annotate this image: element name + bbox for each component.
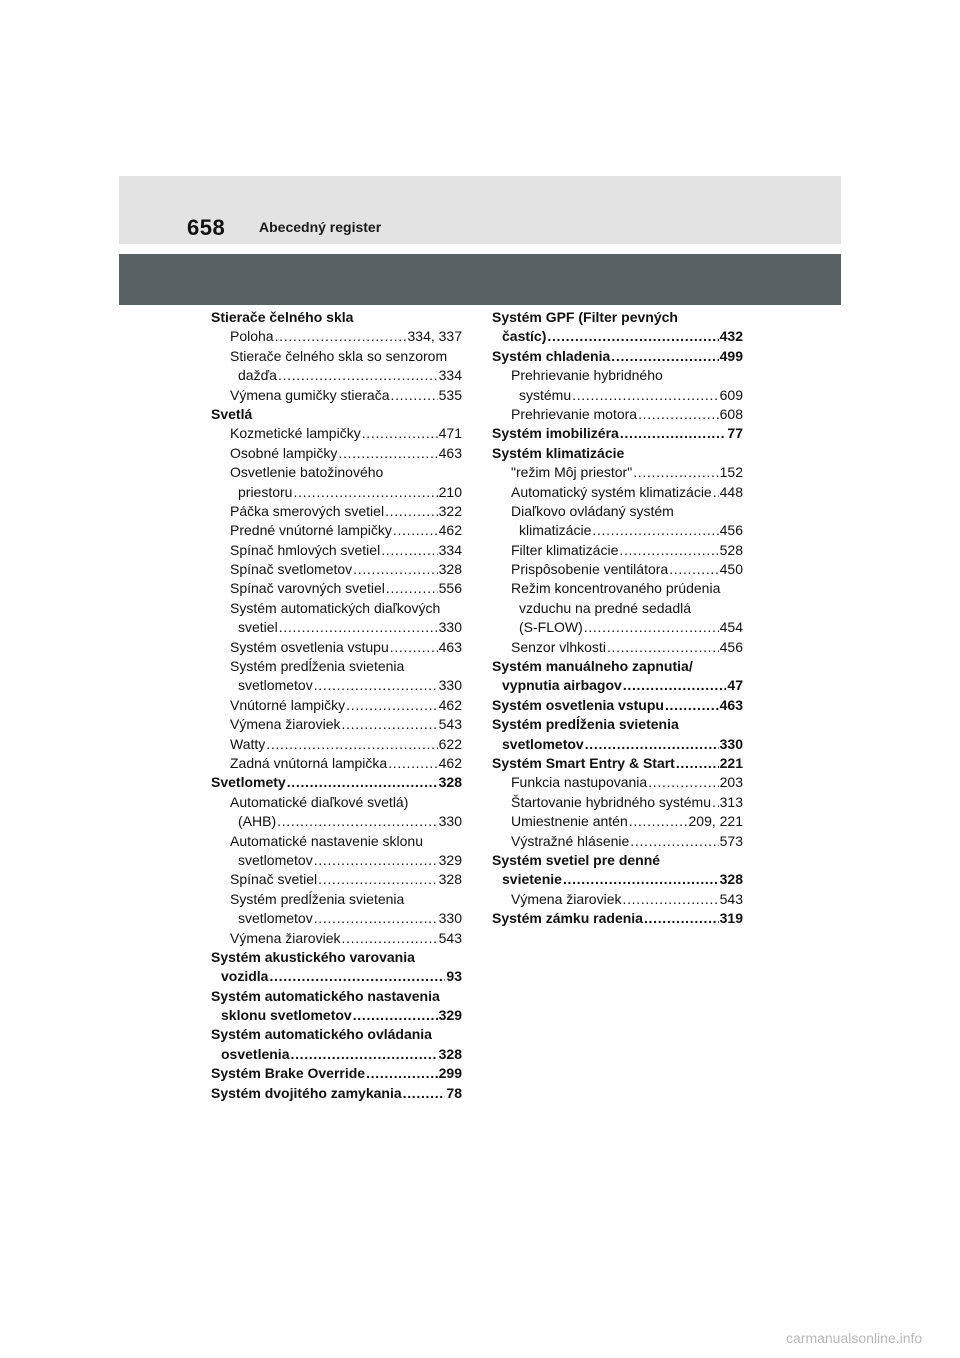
index-entry-text: Systém predĺženia svietenia	[492, 716, 679, 733]
index-entry	[211, 483, 462, 502]
index-entry-page: 334, 337	[407, 328, 462, 345]
index-entry-page: 77	[727, 425, 743, 442]
index-entry-text: Prispôsobenie ventilátora	[511, 561, 669, 578]
dot-leader	[572, 386, 719, 405]
index-entry-text: vozidla	[221, 968, 269, 985]
index-entry-text: Funkcia nastupovania	[511, 774, 648, 791]
index-entry	[492, 773, 743, 792]
index-entry	[211, 1025, 462, 1044]
index-entry-page: 209, 221	[688, 813, 743, 830]
index-entry-text: Výstražné hlásenie	[511, 832, 630, 849]
index-entry-page: 450	[719, 561, 743, 578]
index-entry-text: Stierače čelného skla	[211, 309, 354, 325]
index-entry	[211, 579, 462, 598]
index-entry	[211, 929, 462, 948]
dot-leader	[314, 676, 438, 695]
index-entry-text: Systém predĺženia svietenia	[230, 890, 405, 907]
index-entry	[211, 773, 462, 792]
dot-leader	[275, 327, 407, 346]
index-entry	[211, 793, 462, 812]
index-entry	[211, 1064, 462, 1083]
dot-leader	[391, 386, 438, 405]
index-entry	[211, 890, 462, 909]
index-entry-page: 462	[438, 522, 462, 539]
index-entry	[211, 405, 462, 424]
index-entry	[211, 347, 462, 366]
index-entry	[211, 987, 462, 1006]
dot-leader	[353, 560, 437, 579]
dot-leader	[362, 424, 438, 443]
index-entry-text: Prehrievanie motora	[511, 405, 638, 422]
index-entry-text: Automatické nastavenie sklonu	[230, 832, 423, 849]
index-entry	[211, 463, 462, 482]
index-entry-page: 456	[719, 522, 743, 539]
index-entry	[492, 696, 743, 715]
index-column-left	[211, 308, 462, 1103]
index-entry-page: 608	[719, 405, 743, 422]
index-entry	[492, 812, 743, 831]
index-entry-text: Predné vnútorné lampičky	[230, 522, 392, 539]
index-entry	[211, 967, 462, 986]
index-entry	[211, 735, 462, 754]
dot-leader	[338, 444, 437, 463]
index-entry-page: 313	[719, 793, 743, 810]
index-entry-text: Systém Brake Override	[211, 1065, 366, 1082]
page-number: 658	[187, 215, 226, 240]
index-entry-text: Svetlomety	[211, 774, 286, 791]
index-entry-text: Systém dvojitého zamykania	[211, 1084, 402, 1101]
dot-leader	[314, 909, 438, 928]
index-entry-text: Umiestnenie antén	[511, 813, 628, 830]
dot-leader	[585, 735, 719, 754]
index-entry-text: (AHB)	[238, 813, 277, 830]
index-entry	[492, 676, 743, 695]
index-entry	[211, 599, 462, 618]
dot-leader	[713, 483, 719, 502]
index-entry-text: (S-FLOW)	[519, 619, 583, 636]
index-entry-text: Výmena gumičky stierača	[230, 386, 390, 403]
index-entry-text: Kozmetické lampičky	[230, 425, 361, 442]
index-entry	[492, 618, 743, 637]
dot-leader	[346, 696, 437, 715]
index-entry-page: 448	[719, 483, 743, 500]
index-entry-text: Páčka smerových svetiel	[230, 502, 385, 519]
index-entry	[211, 424, 462, 443]
dot-leader	[269, 967, 445, 986]
index-entry-page: 463	[438, 444, 462, 461]
index-entry-text: sklonu svetlometov	[221, 1007, 352, 1024]
index-entry-text: Systém automatického ovládania	[211, 1026, 432, 1043]
index-entry-page: 328	[438, 561, 462, 578]
index-entry-text: Systém manuálneho zapnutia/	[492, 658, 693, 675]
index-entry-page: 334	[438, 541, 462, 558]
index-entry	[492, 657, 743, 676]
index-entry	[211, 832, 462, 851]
index-entry-page: 93	[446, 968, 462, 985]
index-entry	[492, 754, 743, 773]
index-entry	[492, 599, 743, 618]
dot-leader	[388, 754, 437, 773]
index-entry	[492, 638, 743, 657]
dot-leader	[293, 483, 437, 502]
index-entry	[211, 638, 462, 657]
index-entry-page: 463	[438, 638, 462, 655]
index-entry-text: Výmena žiaroviek	[511, 890, 622, 907]
index-entry-text: Systém osvetlenia vstupu	[492, 696, 664, 713]
dot-leader	[277, 812, 438, 831]
index-entry	[492, 870, 743, 889]
index-entry	[492, 851, 743, 870]
dot-leader	[592, 521, 718, 540]
index-entry-page: 528	[719, 541, 743, 558]
dot-leader	[644, 909, 719, 928]
index-entry-text: Štartovanie hybridného systému	[511, 793, 711, 810]
index-entry	[492, 327, 743, 346]
index-entry	[211, 754, 462, 773]
index-entry-text: Prehrievanie hybridného	[511, 367, 663, 384]
index-entry-text: Spínač svetlometov	[230, 561, 353, 578]
index-column-right	[492, 308, 743, 929]
dot-leader	[353, 1006, 438, 1025]
index-entry-text: Watty	[230, 735, 266, 752]
index-entry-page: 462	[438, 696, 462, 713]
index-entry-text: Poloha	[230, 328, 274, 345]
index-entry-text: priestoru	[238, 483, 293, 500]
index-entry-page: 330	[438, 677, 462, 694]
dot-leader	[366, 1064, 438, 1083]
index-entry-page: 330	[438, 910, 462, 927]
dot-leader	[290, 1045, 437, 1064]
index-entry-text: Systém Smart Entry & Start	[492, 754, 675, 771]
index-entry	[492, 735, 743, 754]
index-entry-page: 543	[719, 890, 743, 907]
index-entry	[492, 793, 743, 812]
index-entry	[492, 521, 743, 540]
index-entry-page: 462	[438, 754, 462, 771]
index-entry	[492, 386, 743, 405]
index-entry-page: 543	[438, 716, 462, 733]
dot-leader	[611, 347, 718, 366]
index-entry-text: svetlometov	[238, 677, 313, 694]
index-entry-page: 328	[719, 871, 743, 888]
index-entry-page: 329	[438, 851, 462, 868]
index-entry	[211, 812, 462, 831]
index-entry	[211, 676, 462, 695]
index-entry	[211, 1084, 462, 1103]
index-entry-page: 319	[719, 910, 743, 927]
index-entry-page: 328	[438, 871, 462, 888]
index-entry	[492, 463, 743, 482]
index-entry-text: Osobné lampičky	[230, 444, 338, 461]
dot-leader	[393, 521, 438, 540]
dot-leader	[620, 424, 727, 443]
dot-leader	[669, 560, 718, 579]
page-header	[119, 176, 841, 244]
index-entry	[492, 579, 743, 598]
index-entry	[492, 890, 743, 909]
index-entry-text: Systém automatických diaľkových	[230, 599, 441, 616]
dot-leader	[676, 754, 719, 773]
dot-leader	[278, 366, 438, 385]
index-entry-page: 152	[719, 464, 743, 481]
index-entry	[492, 308, 743, 327]
index-entry-page: 78	[446, 1084, 462, 1101]
index-entry-text: Stierače čelného skla so senzorom	[230, 347, 448, 364]
dot-leader	[279, 618, 438, 637]
index-entry	[211, 870, 462, 889]
dot-leader	[712, 793, 719, 812]
dot-leader	[390, 638, 438, 657]
index-entry	[211, 851, 462, 870]
dot-leader	[638, 405, 719, 424]
index-entry	[211, 308, 462, 327]
index-entry-text: svetlometov	[238, 910, 313, 927]
index-entry-page: 556	[438, 580, 462, 597]
index-entry-text: systému	[519, 386, 572, 403]
index-entry-page: 210	[438, 483, 462, 500]
index-entry-page: 328	[438, 1045, 462, 1062]
index-entry-text: Zadná vnútorná lampička	[230, 754, 388, 771]
dot-leader	[266, 735, 437, 754]
index-entry	[492, 560, 743, 579]
index-entry-page: 330	[719, 735, 743, 752]
index-entry-text: Spínač svetiel	[230, 871, 318, 888]
dot-leader	[563, 870, 719, 889]
index-entry-page: 299	[438, 1065, 462, 1082]
index-entry-text: osvetlenia	[221, 1045, 290, 1062]
index-entry	[211, 541, 462, 560]
index-entry-page: 330	[438, 619, 462, 636]
index-entry-page: 543	[438, 929, 462, 946]
index-entry-page: 463	[719, 696, 743, 713]
index-entry	[492, 366, 743, 385]
index-entry-page: 471	[438, 425, 462, 442]
index-entry-text: vypnutia airbagov	[502, 677, 622, 694]
index-entry-text: Režim koncentrovaného prúdenia	[511, 580, 721, 597]
index-entry-page: 456	[719, 638, 743, 655]
index-entry-text: svetlometov	[238, 851, 313, 868]
index-entry-page: 454	[719, 619, 743, 636]
index-entry	[492, 347, 743, 366]
index-entry	[492, 424, 743, 443]
index-entry-text: Výmena žiaroviek	[230, 929, 341, 946]
index-entry	[211, 386, 462, 405]
index-entry-text: "režim Môj priestor"	[511, 464, 633, 481]
index-entry	[211, 909, 462, 928]
dot-leader	[342, 929, 438, 948]
index-entry-text: Systém klimatizácie	[492, 444, 625, 461]
index-entry	[211, 696, 462, 715]
index-entry	[211, 521, 462, 540]
index-entry-text: Svetlá	[211, 405, 253, 422]
index-entry-text: Výmena žiaroviek	[230, 716, 341, 733]
section-title: Abecedný register	[259, 219, 382, 235]
index-entry	[492, 483, 743, 502]
index-entry-text: Systém predĺženia svietenia	[230, 658, 405, 675]
index-entry-page: 622	[438, 735, 462, 752]
index-entry	[492, 541, 743, 560]
dot-leader	[584, 618, 719, 637]
dot-leader	[630, 832, 718, 851]
index-entry-text: Spínač hmlových svetiel	[230, 541, 381, 558]
index-entry-text: svetiel	[238, 619, 278, 636]
dot-leader	[629, 812, 688, 831]
dot-leader	[623, 676, 727, 695]
index-entry	[211, 366, 462, 385]
index-entry-text: Spínač varovných svetiel	[230, 580, 385, 597]
index-entry	[211, 948, 462, 967]
index-entry-text: Diaľkovo ovládaný systém	[511, 502, 674, 519]
index-entry-text: Automatické diaľkové svetlá)	[230, 793, 409, 810]
index-entry-page: 47	[727, 677, 743, 694]
index-entry-page: 334	[438, 367, 462, 384]
index-entry-text: Filter klimatizácie	[511, 541, 619, 558]
index-entry-text: Systém chladenia	[492, 347, 611, 364]
dot-leader	[665, 696, 719, 715]
index-entry-text: Automatický systém klimatizácie	[511, 483, 712, 500]
index-entry	[211, 502, 462, 521]
index-entry-page: 330	[438, 813, 462, 830]
dot-leader	[633, 463, 718, 482]
index-entry-text: Systém imobilizéra	[492, 425, 619, 442]
index-entry-page: 322	[438, 502, 462, 519]
index-entry	[492, 502, 743, 521]
index-entry-page: 329	[438, 1007, 462, 1024]
index-entry	[492, 715, 743, 734]
index-entry	[492, 909, 743, 928]
index-entry-text: vzduchu na predné sedadlá	[519, 599, 692, 616]
dot-leader	[318, 870, 437, 889]
index-entry-page: 203	[719, 774, 743, 791]
index-entry-text: klimatizácie	[519, 522, 592, 539]
index-entry-text: Systém svetiel pre denné	[492, 851, 661, 868]
dot-leader	[403, 1084, 446, 1103]
dot-leader	[314, 851, 438, 870]
dot-leader	[623, 890, 719, 909]
index-entry-page: 328	[438, 774, 462, 791]
index-entry-text: svetlometov	[502, 735, 584, 752]
watermark: carmanualsonline.info	[786, 1330, 923, 1346]
index-entry-page: 573	[719, 832, 743, 849]
index-entry	[211, 657, 462, 676]
index-entry-text: Senzor vlhkosti	[511, 638, 606, 655]
dot-leader	[385, 502, 438, 521]
index-entry	[211, 560, 462, 579]
index-entry-text: svietenie	[502, 871, 562, 888]
index-entry-page: 609	[719, 386, 743, 403]
index-entry-text: častíc)	[502, 328, 547, 345]
index-entry	[211, 327, 462, 346]
index-entry-text: Systém zámku radenia	[492, 910, 643, 927]
index-entry	[492, 444, 743, 463]
dot-leader	[342, 715, 438, 734]
index-entry-text: Systém automatického nastavenia	[211, 987, 440, 1004]
index-entry	[492, 405, 743, 424]
dot-leader	[607, 638, 719, 657]
index-entry-text: Vnútorné lampičky	[230, 696, 346, 713]
header-band	[119, 254, 841, 305]
index-entry-text: Systém GPF (Filter pevných	[492, 309, 678, 325]
dot-leader	[386, 579, 438, 598]
index-entry-text: Systém osvetlenia vstupu	[230, 638, 389, 655]
index-entry-page: 499	[719, 347, 743, 364]
index-entry-page: 221	[719, 754, 743, 771]
index-entry-text: dažďa	[238, 367, 277, 384]
dot-leader	[547, 327, 718, 346]
dot-leader	[287, 773, 438, 792]
index-entry	[211, 1045, 462, 1064]
index-entry	[211, 618, 462, 637]
index-entry	[492, 832, 743, 851]
index-entry	[211, 1006, 462, 1025]
index-entry	[211, 444, 462, 463]
dot-leader	[648, 773, 718, 792]
dot-leader	[381, 541, 437, 560]
index-entry-page: 432	[719, 328, 743, 345]
index-entry-text: Osvetlenie batožinového	[230, 464, 384, 481]
index-entry-page: 535	[438, 386, 462, 403]
index-entry-text: Systém akustického varovania	[211, 948, 415, 965]
dot-leader	[619, 541, 718, 560]
index-entry	[211, 715, 462, 734]
